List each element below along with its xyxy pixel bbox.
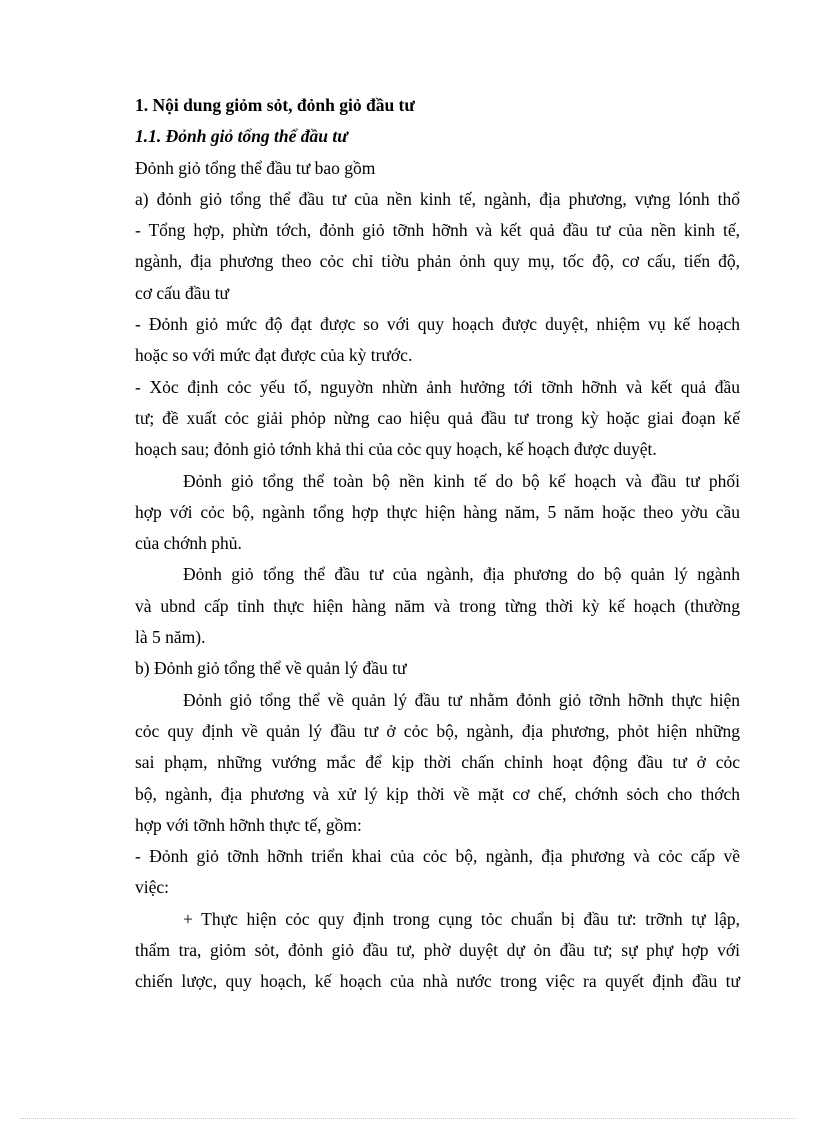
body-line: hoặc so với mức đạt được của kỳ trước. [135,345,413,366]
subsection-heading: 1.1. Đỏnh giỏ tổng thể đầu tư [135,126,348,147]
body-line: + Thực hiện cỏc quy định trong cụng tỏc chuẩn bị đầu tư: trỡnh tự lập, [183,908,740,929]
body-line: bộ, ngành, địa phương và xử lý kịp thời về mặt cơ chế, chớnh sỏch cho thớch [135,783,740,804]
body-line: thẩm tra, giỏm sỏt, đỏnh giỏ đầu tư, phờ duyệt dự ỏn đầu tư; sự phự hợp với [135,940,740,961]
body-line: - Đỏnh giỏ mức độ đạt được so với quy hoạch được duyệt, nhiệm vụ kế hoạch [135,314,740,335]
body-line: sai phạm, những vướng mắc để kịp thời chấn chỉnh hoạt động đầu tư ở cỏc [135,752,740,773]
body-line: ngành, địa phương theo cỏc chỉ tiờu phản ỏnh quy mụ, tốc độ, cơ cấu, tiến độ, [135,251,740,272]
body-line: và ubnd cấp tỉnh thực hiện hàng năm và trong từng thời kỳ kế hoạch (thường [135,595,740,616]
body-line: hoạch sau; đỏnh giỏ tớnh khả thi của cỏc quy hoạch, kế hoạch được duyệt. [135,439,657,460]
body-line: chiến lược, quy hoạch, kế hoạch của nhà nước trong việc ra quyết định đầu tư [135,971,740,992]
body-line: - Tổng hợp, phừn tớch, đỏnh giỏ tỡnh hỡnh và kết quả đầu tư của nền kinh tế, [135,220,740,241]
body-line: Đỏnh giỏ tổng thể toàn bộ nền kinh tế do bộ kế hoạch và đầu tư phối [183,470,740,491]
body-line: Đỏnh giỏ tổng thể đầu tư của ngành, địa phương do bộ quản lý ngành [183,564,740,585]
body-line: của chớnh phủ. [135,533,242,554]
body-line: Đỏnh giỏ tổng thể về quản lý đầu tư nhằm đỏnh giỏ tỡnh hỡnh thực hiện [183,689,740,710]
body-line: Đỏnh giỏ tổng thể đầu tư bao gồm [135,157,376,178]
page-bottom-rule [20,1118,796,1119]
body-line: cơ cấu đầu tư [135,282,230,303]
body-line: việc: [135,877,170,898]
body-line: tư; đề xuất cỏc giải phỏp nừng cao hiệu quả đầu tư trong kỳ hoặc giai đoạn kế [135,407,740,428]
document-page [135,90,740,998]
body-line: - Xỏc định cỏc yếu tố, nguyờn nhừn ảnh hưởng tới tỡnh hỡnh và kết quả đầu [135,376,740,397]
body-line: là 5 năm). [135,627,206,648]
body-line: cỏc quy định về quản lý đầu tư ở cỏc bộ, ngành, địa phương, phỏt hiện những [135,720,740,741]
body-line: hợp với cỏc bộ, ngành tổng hợp thực hiện hàng năm, 5 năm hoặc theo yờu cầu [135,501,740,522]
section-heading: 1. Nội dung giỏm sỏt, đỏnh giỏ đầu tư [135,95,415,115]
body-line: hợp với tỡnh hỡnh thực tế, gồm: [135,814,362,835]
body-line: b) Đỏnh giỏ tổng thể về quản lý đầu tư [135,658,407,679]
body-line: a) đỏnh giỏ tổng thể đầu tư của nền kinh tế, ngành, địa phương, vựng lónh thổ [135,188,740,209]
body-line: - Đỏnh giỏ tỡnh hỡnh triển khai của cỏc bộ, ngành, địa phương và cỏc cấp về [135,846,740,867]
